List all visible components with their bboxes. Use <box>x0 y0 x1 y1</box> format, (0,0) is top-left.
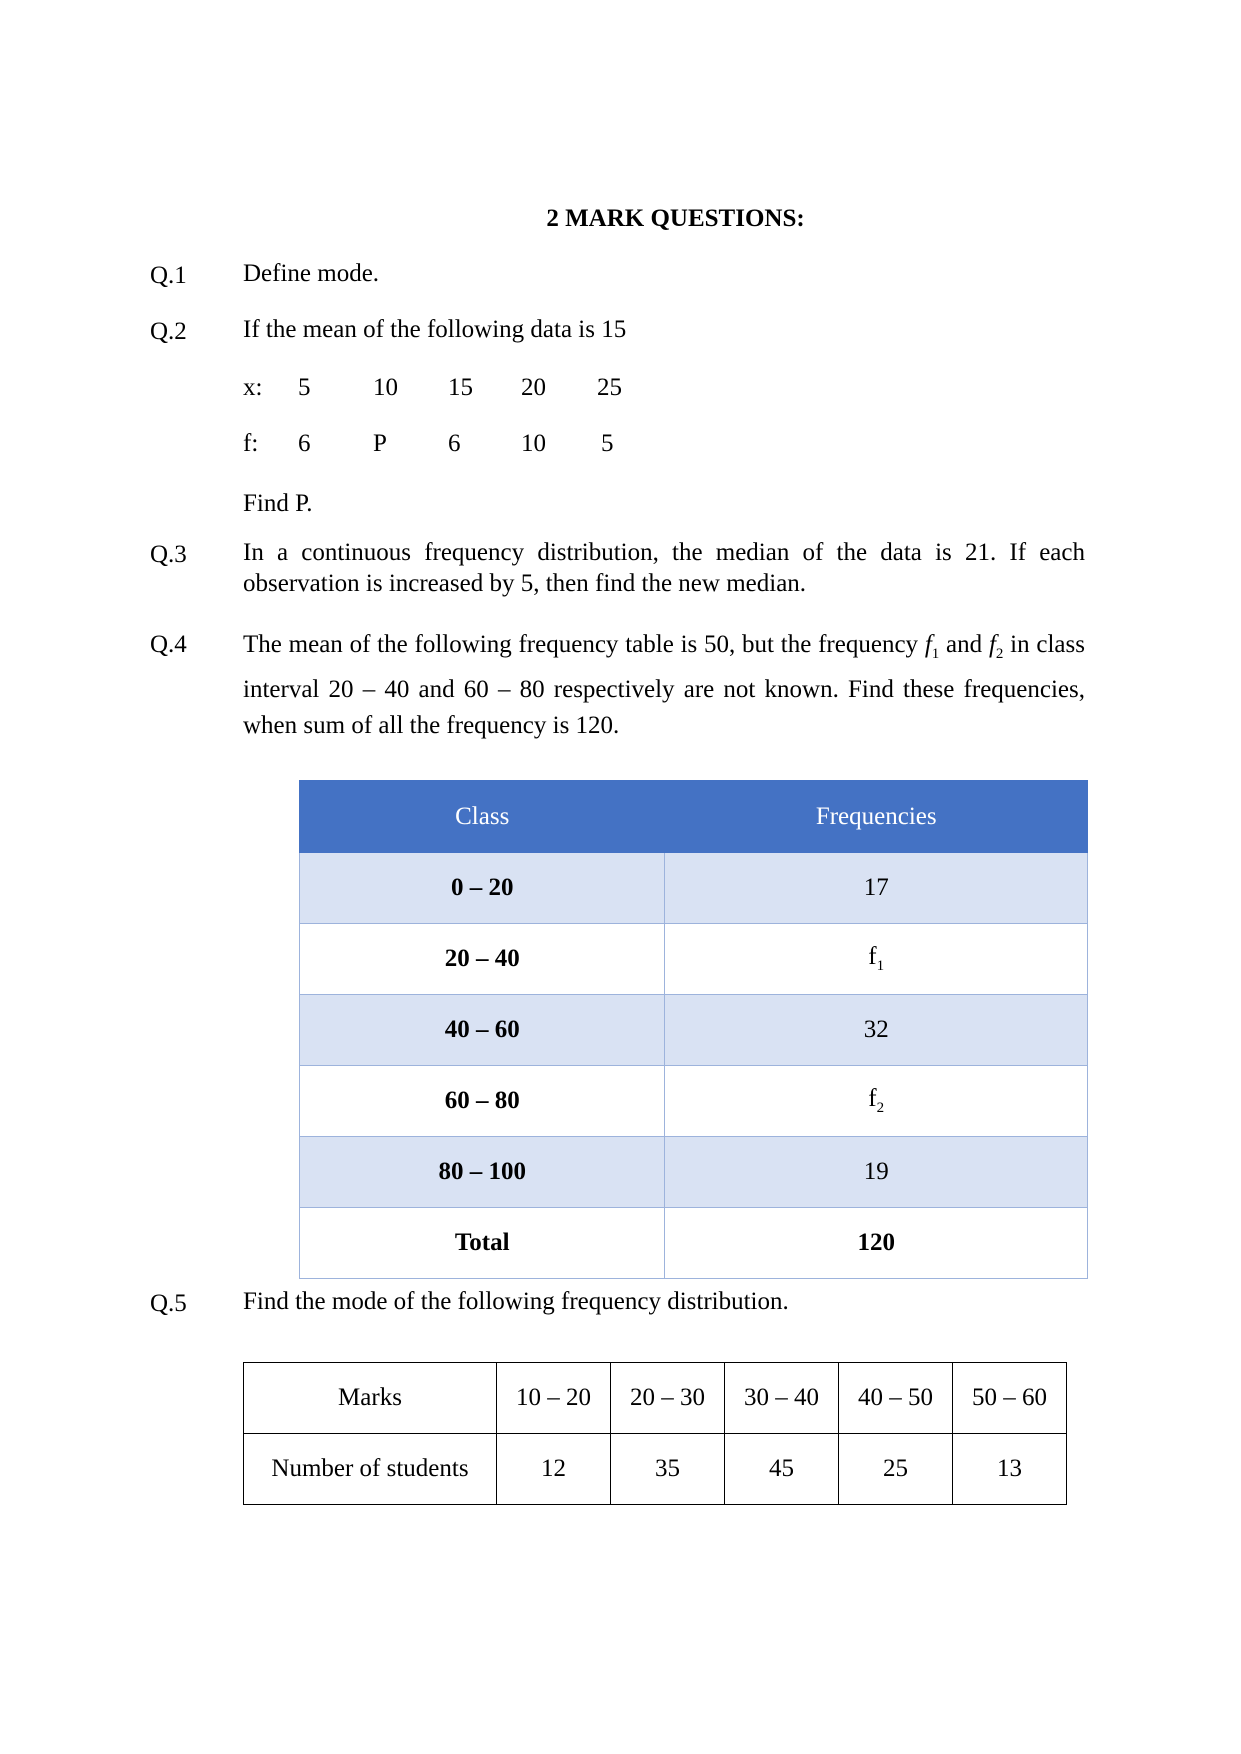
q4-f1-subscript: 1 <box>931 646 940 662</box>
q4-f2-subscript: 2 <box>995 646 1004 662</box>
q2-f-value: P <box>373 430 387 457</box>
total-label-cell: Total <box>300 1208 665 1279</box>
freq-cell <box>665 924 1088 995</box>
row-label-students: Number of students <box>244 1434 497 1505</box>
table-row-total <box>300 1208 1088 1279</box>
q4-text <box>243 627 1085 744</box>
q4-f2-symbol: f <box>988 631 996 658</box>
table-row <box>300 924 1088 995</box>
marks-cell: 20 – 30 <box>611 1363 725 1434</box>
freq-symbol: f <box>868 943 877 970</box>
table-row <box>300 995 1088 1066</box>
table-row <box>300 1066 1088 1137</box>
students-cell: 13 <box>953 1434 1067 1505</box>
freq-cell: 17 <box>665 853 1088 924</box>
class-cell: 40 – 60 <box>300 995 665 1066</box>
q1-text: Define mode. <box>243 260 380 287</box>
marks-cell: 10 – 20 <box>497 1363 611 1434</box>
class-cell: 20 – 40 <box>300 924 665 995</box>
freq-symbol: f <box>868 1085 877 1112</box>
q2-f-value: 10 <box>521 430 546 457</box>
total-value-cell: 120 <box>665 1208 1088 1279</box>
frequency-table <box>299 780 1088 1279</box>
q5-text: Find the mode of the following frequency distribution. <box>243 1288 789 1315</box>
q2-number: Q.2 <box>150 318 187 345</box>
freq-subscript: 1 <box>876 958 885 974</box>
marks-cell: 50 – 60 <box>953 1363 1067 1434</box>
q2-text: If the mean of the following data is 15 <box>243 316 627 343</box>
freq-cell <box>665 1066 1088 1137</box>
class-cell: 0 – 20 <box>300 853 665 924</box>
table-row <box>300 1137 1088 1208</box>
marks-cell: 40 – 50 <box>839 1363 953 1434</box>
q2-x-value: 5 <box>298 374 311 401</box>
mode-table <box>243 1362 1067 1505</box>
table-row-students <box>244 1434 1067 1505</box>
q4-text-part: in class interval 20 – 40 and 60 – 80 respectively are not known. Find these frequencies, when sum of all the frequency is 120. <box>243 631 1085 739</box>
table-row <box>300 853 1088 924</box>
page-title <box>0 205 1241 233</box>
q5-number: Q.5 <box>150 1290 187 1317</box>
class-cell: 60 – 80 <box>300 1066 665 1137</box>
q2-f-value: 5 <box>601 430 614 457</box>
q2-f-value: 6 <box>448 430 461 457</box>
q3-number: Q.3 <box>150 541 187 568</box>
students-cell: 25 <box>839 1434 953 1505</box>
q1-number: Q.1 <box>150 262 187 289</box>
column-header-frequencies: Frequencies <box>665 781 1088 853</box>
q2-x-label: x: <box>243 374 263 401</box>
marks-cell: 30 – 40 <box>725 1363 839 1434</box>
q4-text-part: The mean of the following frequency table is 50, but the frequency <box>243 631 925 658</box>
freq-subscript: 2 <box>876 1100 885 1116</box>
q4-f1-symbol: f <box>924 631 932 658</box>
freq-cell: 32 <box>665 995 1088 1066</box>
q3-text: In a continuous frequency distribution, the median of the data is 21. If each observation is increased by 5, then find the new median. <box>243 539 1085 597</box>
table-header-row <box>300 781 1088 853</box>
row-label-marks: Marks <box>244 1363 497 1434</box>
students-cell: 35 <box>611 1434 725 1505</box>
freq-cell: 19 <box>665 1137 1088 1208</box>
column-header-class: Class <box>300 781 665 853</box>
q2-f-label: f: <box>243 430 259 457</box>
q2-x-value: 15 <box>448 374 473 401</box>
heading-text: 2 MARK QUESTIONS: <box>546 205 805 232</box>
students-cell: 45 <box>725 1434 839 1505</box>
q2-x-value: 25 <box>597 374 622 401</box>
q4-number: Q.4 <box>150 631 187 658</box>
class-cell: 80 – 100 <box>300 1137 665 1208</box>
students-cell: 12 <box>497 1434 611 1505</box>
q2-x-value: 10 <box>373 374 398 401</box>
q2-ask: Find P. <box>243 490 313 517</box>
q2-f-value: 6 <box>298 430 311 457</box>
table-row-marks <box>244 1363 1067 1434</box>
q4-text-part: and <box>939 631 989 658</box>
q2-x-value: 20 <box>521 374 546 401</box>
